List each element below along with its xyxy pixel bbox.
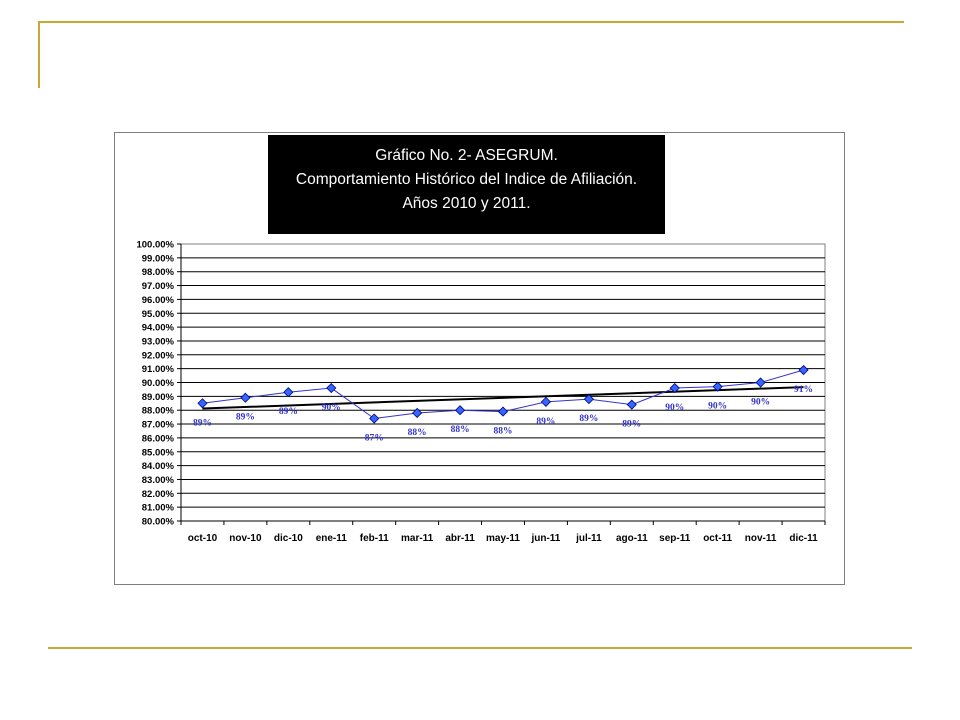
y-tick-label: 88.00% (141, 405, 174, 417)
data-label: 89% (235, 412, 255, 423)
x-tick-label: may-11 (486, 533, 520, 544)
data-label: 87% (364, 433, 384, 444)
data-label: 91% (794, 385, 814, 396)
x-tick-label: jul-11 (576, 533, 602, 544)
data-label: 90% (665, 403, 685, 414)
y-tick-label: 86.00% (141, 433, 174, 445)
y-tick-label: 92.00% (141, 350, 174, 362)
x-tick-label: oct-10 (187, 533, 218, 544)
y-tick-label: 93.00% (141, 336, 174, 348)
data-label: 90% (321, 403, 341, 414)
data-label: 89% (579, 414, 599, 425)
y-tick-label: 99.00% (141, 253, 174, 265)
y-tick-label: 87.00% (141, 419, 174, 431)
y-tick-label: 83.00% (141, 474, 174, 486)
chart-title-line-3: Años 2010 y 2011. (402, 195, 531, 212)
x-tick-label: ene-11 (315, 533, 347, 544)
y-tick-label: 84.00% (141, 461, 174, 473)
data-label: 90% (708, 401, 728, 412)
data-label: 89% (192, 418, 212, 429)
x-tick-label: oct-11 (703, 533, 733, 544)
x-tick-label: dic-11 (789, 533, 818, 544)
y-tick-label: 81.00% (141, 502, 174, 514)
y-tick-label: 98.00% (141, 267, 174, 279)
x-tick-label: sep-11 (659, 533, 691, 544)
y-tick-label: 95.00% (141, 308, 174, 320)
x-tick-label: dic-10 (273, 533, 303, 544)
chart-title-line-1: Gráfico No. 2- ASEGRUM. (375, 147, 558, 164)
x-tick-label: ago-11 (615, 533, 648, 544)
x-tick-label: nov-11 (744, 533, 777, 544)
data-label: 88% (493, 426, 513, 437)
data-label: 89% (622, 419, 642, 430)
y-tick-label: 91.00% (141, 364, 174, 376)
y-tick-label: 90.00% (141, 378, 174, 389)
data-label: 90% (751, 397, 771, 408)
y-tick-label: 85.00% (141, 447, 174, 459)
x-tick-label: feb-11 (359, 533, 389, 544)
y-tick-label: 80.00% (141, 516, 174, 528)
y-tick-label: 94.00% (141, 322, 174, 334)
x-tick-label: jun-11 (531, 533, 561, 544)
data-label: 88% (450, 425, 470, 436)
y-tick-label: 82.00% (141, 488, 174, 500)
data-label: 88% (407, 427, 427, 438)
data-label: 89% (536, 416, 556, 427)
y-tick-label: 89.00% (141, 391, 174, 403)
data-label: 89% (278, 407, 298, 418)
x-tick-label: mar-11 (401, 533, 434, 544)
x-tick-label: nov-10 (229, 533, 262, 544)
y-tick-label: 97.00% (141, 281, 174, 293)
y-tick-label: 100.00% (136, 239, 174, 251)
y-tick-label: 96.00% (141, 294, 174, 306)
chart-title-line-2: Comportamiento Histórico del Indice de Afiliación. (295, 171, 638, 188)
x-tick-label: abr-11 (445, 533, 475, 544)
